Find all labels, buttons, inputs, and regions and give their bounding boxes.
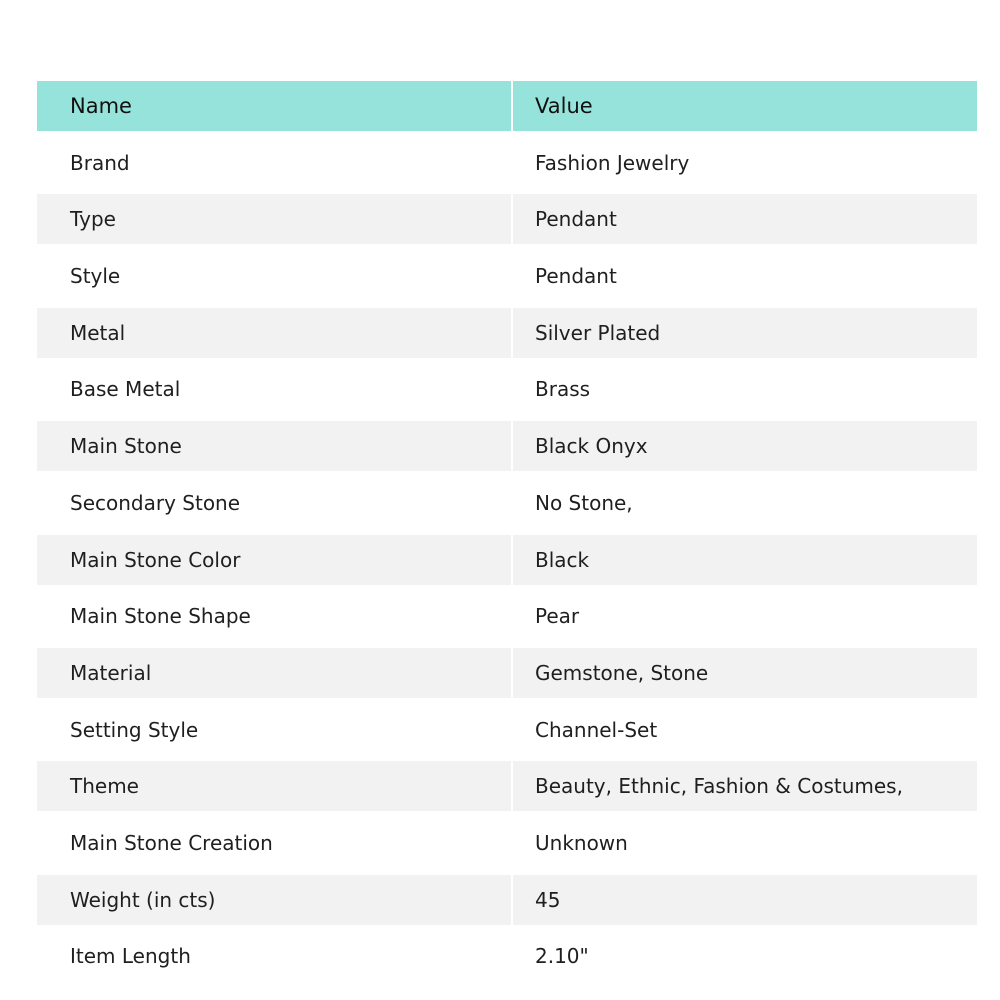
table-row — [37, 705, 977, 755]
row-name-cell: Setting Style — [70, 717, 199, 742]
table-row — [37, 478, 977, 528]
row-name-cell: Style — [70, 264, 121, 289]
row-value-cell: Silver Plated — [511, 308, 977, 358]
table-row — [37, 761, 977, 811]
row-name-cell: Type — [70, 207, 116, 232]
header-value: Value — [511, 81, 977, 131]
row-name-cell: Theme — [70, 774, 139, 799]
row-name-cell: Main Stone Color — [70, 547, 241, 572]
row-value-cell: Pear — [511, 591, 977, 641]
row-value-cell: Black — [511, 535, 977, 585]
row-name-cell: Secondary Stone — [70, 490, 241, 515]
row-name-cell: Main Stone Shape — [70, 604, 251, 629]
table-row — [37, 931, 977, 981]
row-name-cell: Metal — [70, 320, 126, 345]
row-name-cell: Main Stone Creation — [70, 830, 273, 855]
table-row — [37, 138, 977, 188]
table-row — [37, 648, 977, 698]
row-name-cell: Brand — [70, 150, 130, 175]
row-value-cell: 2.10" — [511, 931, 977, 981]
row-value-cell: 45 — [511, 875, 977, 925]
row-value-cell: Unknown — [511, 818, 977, 868]
row-value-cell: Brass — [511, 364, 977, 414]
row-value-cell: No Stone, — [511, 478, 977, 528]
header-name: Name — [70, 94, 132, 118]
table-row — [37, 818, 977, 868]
table-row — [37, 308, 977, 358]
table-row — [37, 875, 977, 925]
table-row — [37, 591, 977, 641]
row-value-cell: Fashion Jewelry — [511, 138, 977, 188]
row-name-cell: Main Stone — [70, 434, 182, 459]
row-value-cell: Gemstone, Stone — [511, 648, 977, 698]
row-name-cell: Item Length — [70, 944, 191, 969]
row-name-cell: Material — [70, 660, 152, 685]
table-row — [37, 535, 977, 585]
table-header-row — [37, 81, 977, 131]
table-row — [37, 421, 977, 471]
row-name-cell: Weight (in cts) — [70, 887, 216, 912]
row-name-cell: Base Metal — [70, 377, 181, 402]
row-value-cell: Pendant — [511, 251, 977, 301]
table-row — [37, 364, 977, 414]
specifications-table — [37, 81, 977, 981]
table-row — [37, 194, 977, 244]
row-value-cell: Channel-Set — [511, 705, 977, 755]
row-value-cell: Black Onyx — [511, 421, 977, 471]
table-body — [37, 138, 977, 982]
row-value-cell: Beauty, Ethnic, Fashion & Costumes, — [511, 761, 977, 811]
row-value-cell: Pendant — [511, 194, 977, 244]
table-row — [37, 251, 977, 301]
